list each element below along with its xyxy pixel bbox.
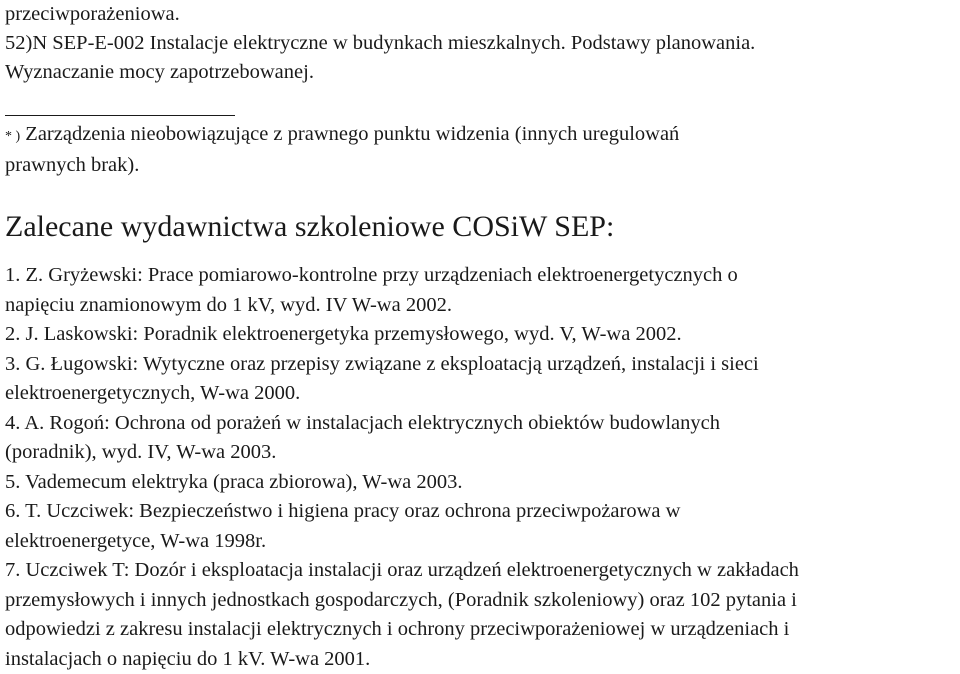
list-item: 3. G. Ługowski: Wytyczne oraz przepisy związane z eksploatacją urządzeń, instalacji i sieci elektroenergetycznych, W-wa 2000. [5,352,759,404]
footnote-text-continued: prawnych brak). [5,154,140,176]
section-title: Zalecane wydawnictwa szkoleniowe COSiW SEP: [5,210,615,243]
footnote-mark: * ) [5,129,21,144]
footnote-text: Zarządzenia nieobowiązujące z prawnego punktu widzenia (innych uregulowań [25,123,680,145]
document-page [5,0,955,674]
text-line: 52)N SEP-E-002 Instalacje elektryczne w budynkach mieszkalnych. Podstawy planowania. [5,32,756,54]
text-line: przeciwporażeniowa. [5,3,180,25]
footnote [5,120,955,180]
top-text-block [5,0,955,87]
footnote-separator [5,115,235,116]
text-line: Wyznaczanie mocy zapotrzebowanej. [5,61,314,83]
list-item: 6. T. Uczciwek: Bezpieczeństwo i higiena pracy oraz ochrona przeciwpożarowa w elektroenergetyce, W-wa 1998r. [5,500,681,552]
list-item: 1. Z. Gryżewski: Prace pomiarowo-kontrolne przy urządzeniach elektroenergetycznych o napięciu znamionowym do 1 kV, wyd. IV W-wa 2002. [5,264,738,316]
list-item: 4. A. Rogoń: Ochrona od porażeń w instalacjach elektrycznych obiektów budowlanych (poradnik), wyd. IV, W-wa 2003. [5,411,721,463]
reference-list [5,261,955,674]
list-item: 2. J. Laskowski: Poradnik elektroenergetyka przemysłowego, wyd. V, W-wa 2002. [5,323,682,345]
list-item: 5. Vademecum elektryka (praca zbiorowa), W-wa 2003. [5,470,463,493]
list-item: 7. Uczciwek T: Dozór i eksploatacja instalacji oraz urządzeń elektroenergetycznych w zakładach przemysłowych i innych jednostkach gospodarczych, (Poradnik szkoleniowy) oraz 102 pytania i odpowiedzi z zakresu instalacji elektrycznych i ochrony przeciwporażeniowej w urządzeniach i instalacjach o napięciu do 1 kV. W-wa 2001. [5,559,799,670]
